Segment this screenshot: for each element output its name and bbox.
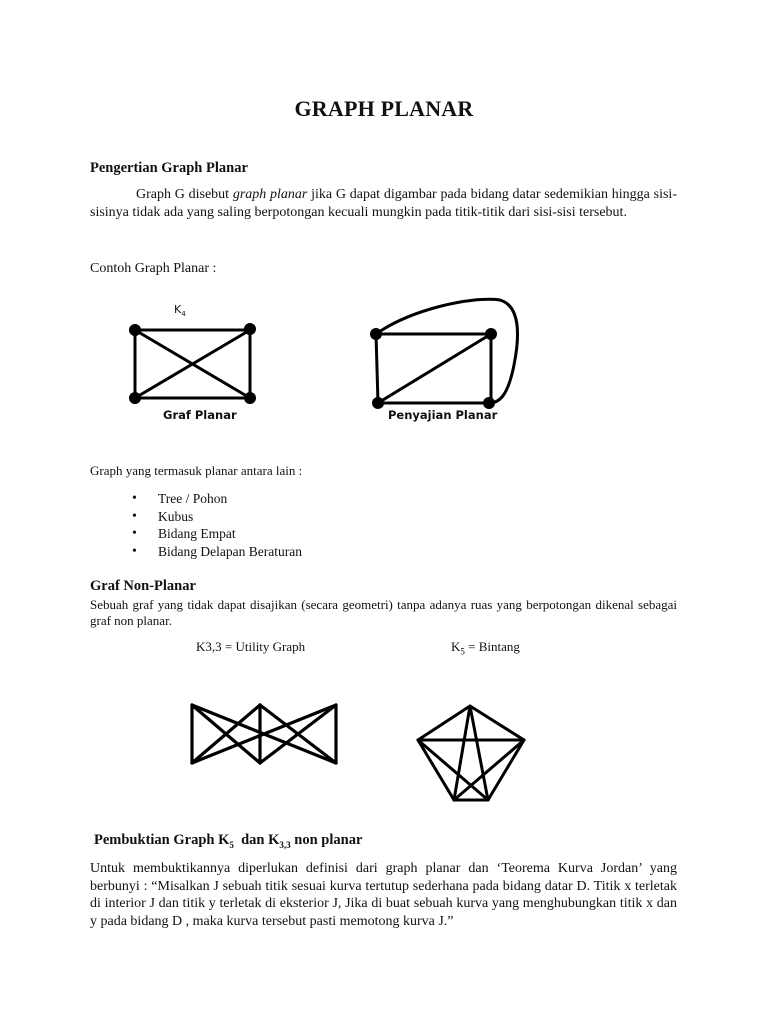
- graf-planar-caption: Graf Planar: [163, 408, 237, 422]
- k33-label: K3,3 = Utility Graph: [196, 639, 306, 654]
- definition-text-em: graph planar: [232, 187, 308, 202]
- planar-vertex: [370, 328, 382, 340]
- k5-label-rest: = Bintang: [464, 639, 520, 654]
- list-item: • Tree / Pohon: [90, 490, 490, 508]
- k4-vertex: [129, 324, 141, 336]
- k5-bintang-figure: [418, 706, 524, 800]
- page-title: GRAPH PLANAR: [294, 96, 474, 121]
- section-heading-planar: Pengertian Graph Planar: [90, 160, 248, 176]
- k4-label-main: K: [174, 303, 182, 316]
- definition-text-pre: Graph G disebut: [136, 187, 233, 202]
- list-item: • Bidang Delapan Beraturan: [90, 543, 490, 561]
- k33-utility-graph-figure: [192, 705, 336, 763]
- planar-curved-edge: [376, 299, 517, 403]
- k4-vertex: [129, 392, 141, 404]
- k5-edge: [454, 740, 524, 800]
- list-item: • Bidang Empat: [90, 525, 490, 543]
- definition-text-post: jika G dapat digambar pada bidang datar sedemikian hingga sisi-sisinya tidak ada yang saling berpotongan kecuali mungkin pada titik-titik dari sisi-sisi tersebut.: [90, 187, 677, 220]
- penyajian-planar-figure: [376, 299, 517, 403]
- section-heading-nonplanar: Graf Non-Planar: [90, 578, 196, 594]
- planar-edge: [376, 334, 378, 403]
- proof-heading-sub2: 3,3: [279, 839, 291, 850]
- planar-graph-list: [90, 490, 490, 560]
- jordan-theorem-paragraph: Untuk membuktikannya diperlukan definisi dari graph planar dan ‘Teorema Kurva Jordan’ yang berbunyi : “Misalkan J sebuah titik sesuai kurva tertutup sederhana pada bidang datar D. Titik x terletak di interior J dan titik y terletak di eksterior J, Jika di buat sebuah kurva yang menghubungkan titik x dan y pada bidang D , maka kurva tersebut pasti memotong kurva J.”: [90, 861, 677, 929]
- k5-label-main: K: [451, 639, 461, 654]
- planar-edge: [378, 334, 491, 403]
- planar-vertex: [372, 397, 384, 409]
- proof-heading-c: non planar: [290, 832, 363, 848]
- k4-vertex: [244, 392, 256, 404]
- proof-heading-b: dan K: [233, 832, 280, 848]
- k4-graf-planar-figure: [135, 330, 250, 398]
- proof-heading-a: Pembuktian Graph K: [94, 832, 230, 848]
- penyajian-planar-caption: Penyajian Planar: [388, 408, 498, 422]
- nonplanar-definition-paragraph: Sebuah graf yang tidak dapat disajikan (secara geometri) tanpa adanya ruas yang berpotongan dikenal sebagai graf non planar.: [90, 597, 677, 628]
- k4-vertex: [244, 323, 256, 335]
- planar-vertex: [485, 328, 497, 340]
- planar-list-intro: Graph yang termasuk planar antara lain :: [90, 463, 303, 478]
- example-label: Contoh Graph Planar :: [90, 261, 217, 276]
- list-item: • Kubus: [90, 508, 490, 526]
- k5-label: [451, 639, 520, 660]
- proof-heading-sub1: 5: [229, 839, 234, 850]
- section-heading-proof: [94, 832, 362, 850]
- k4-label-sub: 4: [181, 310, 186, 319]
- k5-edge: [454, 706, 470, 800]
- k5-label-sub: 5: [460, 646, 465, 657]
